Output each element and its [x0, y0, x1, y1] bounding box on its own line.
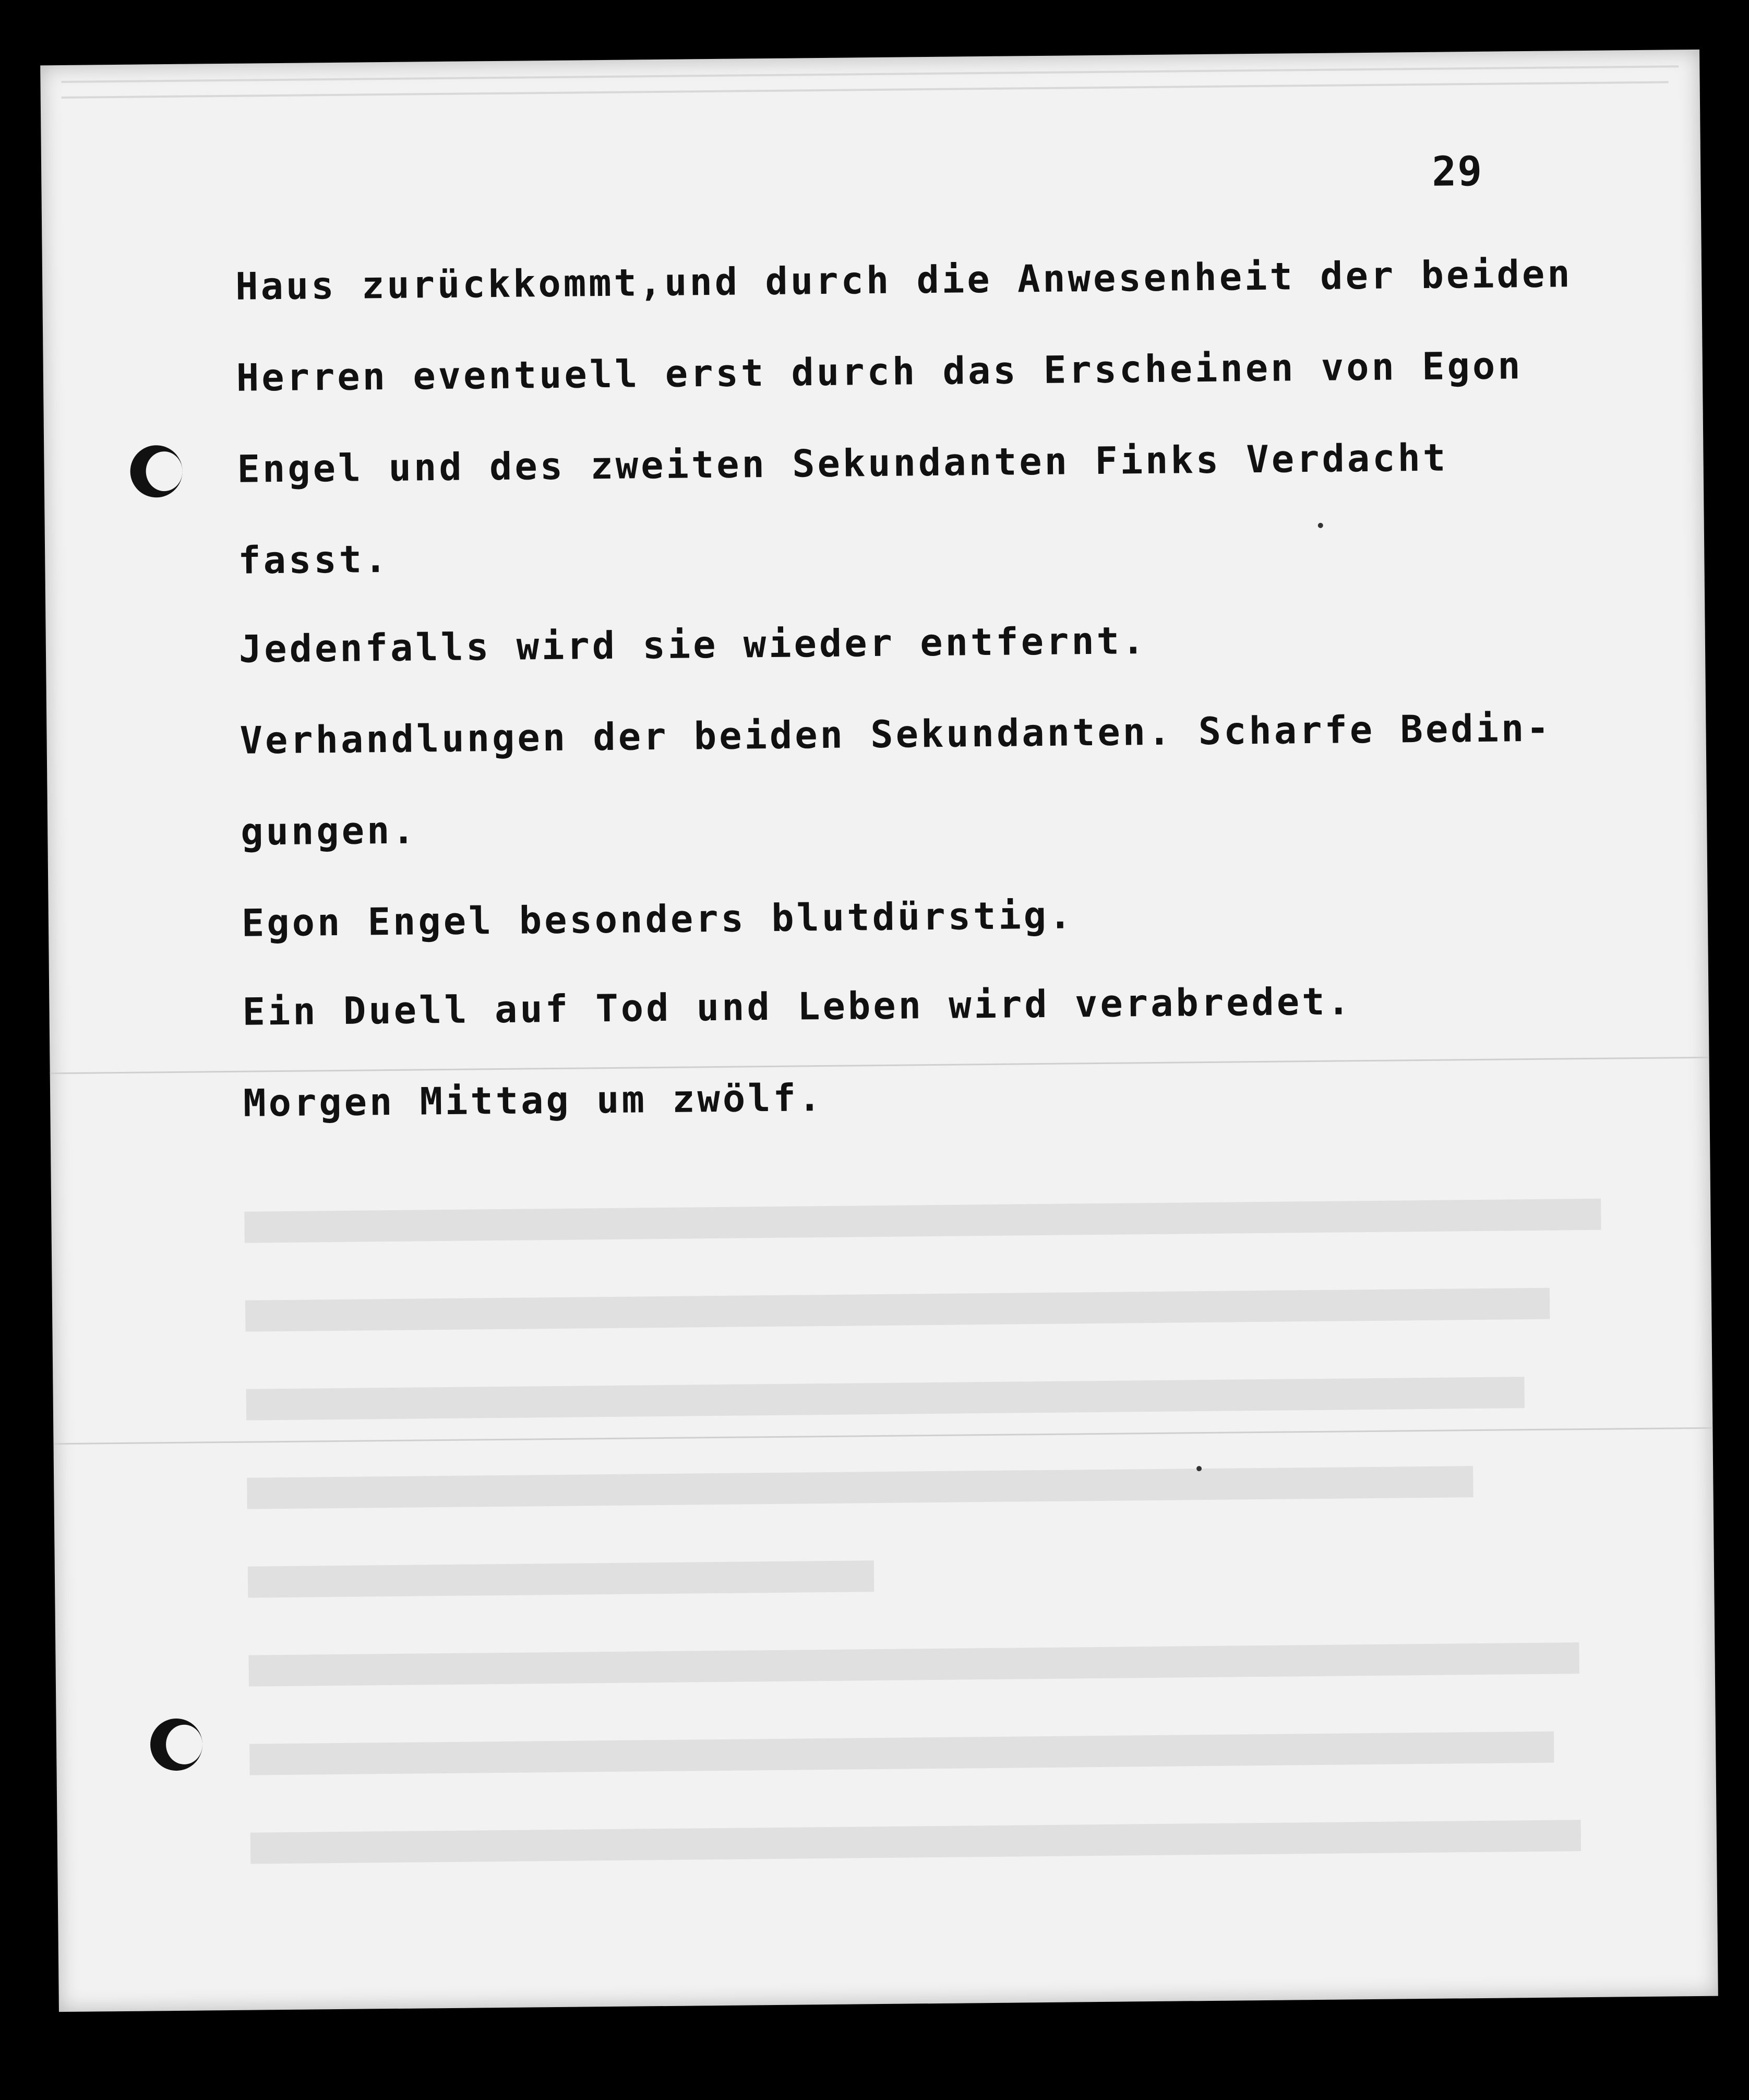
text-line: Engel und des zweiten Sekundanten Finks Verdacht [237, 435, 1448, 491]
bleed-through-texture [248, 1642, 1579, 1686]
text-line: Morgen Mittag um zwölf. [243, 1076, 824, 1125]
page-edge-line [61, 65, 1679, 83]
document-page [40, 50, 1718, 2012]
bleed-through-texture [244, 1199, 1601, 1243]
bleed-through-texture [250, 1820, 1581, 1864]
punch-hole [130, 445, 183, 498]
punch-hole [150, 1719, 203, 1771]
text-line: Herren eventuell erst durch das Erscheinen von Egon [236, 343, 1523, 400]
text-line: gungen. [240, 808, 418, 854]
text-line: fasst. [237, 536, 390, 582]
text-line: Ein Duell auf Tod und Leben wird verabredet. [242, 979, 1353, 1034]
page-fold-line [54, 1427, 1713, 1445]
page-fold-line [50, 1057, 1709, 1075]
text-line: Verhandlungen der beiden Sekundanten. Scharfe Bedin- [239, 706, 1552, 762]
text-line: Egon Engel besonders blutdürstig. [241, 893, 1074, 945]
ink-speck [1318, 523, 1323, 528]
bleed-through-texture [245, 1288, 1550, 1332]
bleed-through-texture [248, 1560, 874, 1598]
page-number: 29 [1431, 148, 1483, 196]
ink-speck [1196, 1466, 1202, 1471]
bleed-through-texture [246, 1377, 1525, 1421]
bleed-through-texture [249, 1732, 1554, 1775]
text-line: Jedenfalls wird sie wieder entfernt. [238, 618, 1147, 671]
page-edge-line [62, 81, 1669, 99]
text-line: Haus zurückkommt,und durch die Anwesenheit der beiden [235, 252, 1573, 308]
bleed-through-texture [247, 1466, 1473, 1509]
